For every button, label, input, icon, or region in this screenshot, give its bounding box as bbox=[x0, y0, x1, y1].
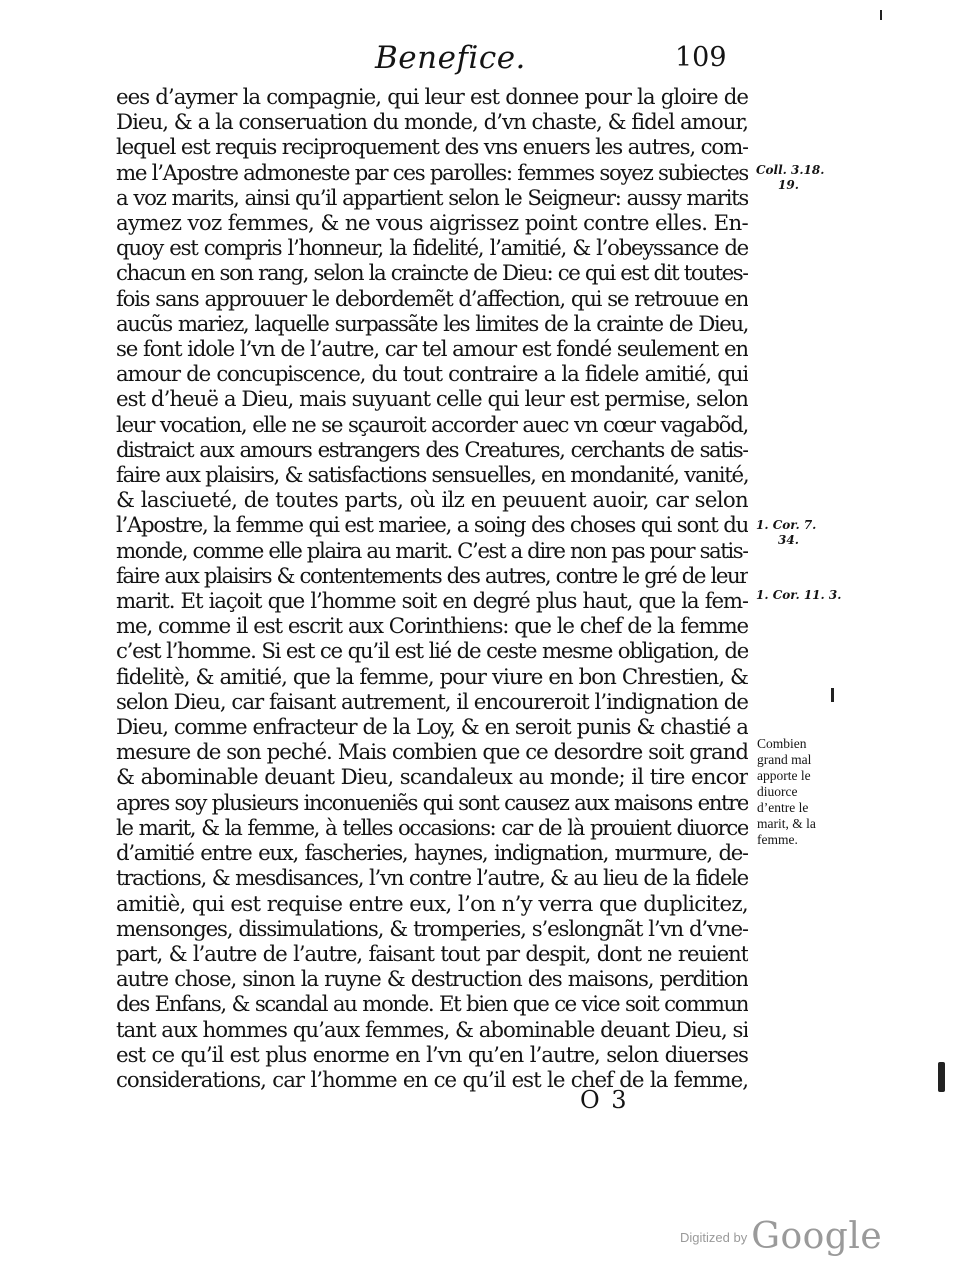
text-line: Dieu, comme enfracteur de la Loy, & en seroit punis & chastié a bbox=[116, 715, 748, 741]
text-line: monde, comme elle plaira au marit. C’est a dire non pas pour satis- bbox=[116, 538, 748, 564]
margin-reference-colossians: Coll. 3.18. 19. bbox=[756, 163, 825, 192]
page-number: 109 bbox=[675, 42, 727, 73]
text-line: quoy est compris l’honneur, la fidelité, l’amitié, & l’obeyssance de bbox=[116, 236, 748, 262]
scan-speck bbox=[831, 688, 834, 702]
text-line: fois sans approuuer le debordemẽt d’affection, qui se retrouue en bbox=[116, 286, 748, 312]
side-note-line: grand mal bbox=[757, 752, 812, 767]
text-line: amour de concupiscence, du tout contraire a la fidele amitié, qui bbox=[116, 362, 748, 388]
text-line: part, & l’autre de l’autre, faisant tout par despit, dont ne reuient bbox=[116, 941, 748, 967]
text-line: lequel est requis reciproquement des vns enuers les autres, com- bbox=[116, 135, 748, 161]
text-line: mesure de son peché. Mais combien que ce desordre soit grand bbox=[116, 740, 748, 766]
text-line: mensonges, dissimulations, & tromperies, s’eslongnãt l’vn d’vne- bbox=[116, 916, 748, 942]
scan-edge-mark bbox=[938, 1062, 945, 1092]
scan-corner-mark bbox=[880, 10, 882, 20]
text-line: distraict aux amours estrangers des Creatures, cerchants de satis- bbox=[116, 437, 748, 463]
side-note-line: diuorce bbox=[757, 784, 798, 799]
text-line: me l’Apostre admoneste par ces parolles: femmes soyez subiectes bbox=[116, 160, 748, 186]
side-note-line: Combien bbox=[757, 736, 807, 751]
running-title: Benefice. bbox=[375, 40, 526, 76]
text-line: aymez voz femmes, & ne vous aigrissez point contre elles. En- bbox=[116, 211, 748, 237]
text-line: autre chose, sinon la ruyne & destruction des maisons, perdition bbox=[116, 967, 748, 993]
text-line: ees d’aymer la compagnie, qui leur est donnee pour la gloire de bbox=[116, 85, 748, 110]
text-line: selon Dieu, car faisant autrement, il encoureroit l’indignation de bbox=[116, 689, 748, 715]
margin-reference-corinthians-11: 1. Cor. 11. 3. bbox=[756, 588, 842, 602]
text-line: le marit, & la femme, à telles occasions: car de là prouient diuorce bbox=[116, 815, 748, 841]
text-line: des Enfans, & scandal au monde. Et bien que ce vice soit commun bbox=[116, 992, 748, 1018]
text-line: tant aux hommes qu’aux femmes, & abominable deuant Dieu, si bbox=[116, 1017, 748, 1043]
text-line: me, comme il est escrit aux Corinthiens: que le chef de la femme bbox=[116, 614, 748, 640]
text-line: est ce qu’il est plus enorme en l’vn qu’en l’autre, selon diuerses bbox=[116, 1042, 748, 1068]
side-note-line: d’entre le bbox=[757, 800, 809, 815]
body-text bbox=[116, 85, 748, 1093]
text-line: leur vocation, elle ne se sçauroit accorder auec vn cœur vagabõd, bbox=[116, 412, 748, 438]
signature-mark: O 3 bbox=[580, 1086, 629, 1114]
side-note-line: femme. bbox=[757, 832, 798, 847]
text-line: tractions, & mesdisances, l’vn contre l’autre, & au lieu de la fidele bbox=[116, 866, 748, 892]
text-line: apres soy plusieurs inconueniẽs qui sont causez aux maisons entre bbox=[116, 790, 748, 816]
digitized-by-google-watermark: $^{Digitized by}$ Google bbox=[680, 1216, 883, 1257]
text-line: & abominable deuant Dieu, scandaleux au monde; il tire encor bbox=[116, 765, 748, 791]
text-line: faire aux plaisirs & contentements des autres, contre le gré de leur bbox=[116, 563, 748, 589]
text-line: considerations, car l’homme en ce qu’il est le chef de la femme, bbox=[116, 1067, 748, 1093]
text-line: & lasciueté, de toutes parts, où ilz en peuuent auoir, car selon bbox=[116, 488, 748, 514]
text-line: l’Apostre, la femme qui est mariee, a soing des choses qui sont du bbox=[116, 513, 748, 539]
text-line: fidelitè, & amitié, que la femme, pour viure en bon Chrestien, & bbox=[116, 664, 748, 690]
text-line: chacun en son rang, selon la craincte de Dieu: ce qui est dit toutes- bbox=[116, 261, 748, 287]
text-line: a voz marits, ainsi qu’il appartient selon le Seigneur: aussy marits bbox=[116, 185, 748, 211]
text-line: amitiè, qui est requise entre eux, l’on n’y verra que duplicitez, bbox=[116, 891, 748, 917]
margin-reference-corinthians-7: 1. Cor. 7. 34. bbox=[756, 518, 817, 547]
side-note-line: marit, & la bbox=[757, 816, 816, 831]
text-line: d’amitié entre eux, fascheries, haynes, indignation, murmure, de- bbox=[116, 841, 748, 867]
side-note-line: apporte le bbox=[757, 768, 811, 783]
text-line: marit. Et iaçoit que l’homme soit en degré plus haut, que la fem- bbox=[116, 589, 748, 615]
text-line: Dieu, & a la conseruation du monde, d’vn chaste, & fidel amour, bbox=[116, 110, 748, 136]
text-line: est d’heuë a Dieu, mais suyuant celle qui leur est permise, selon bbox=[116, 387, 748, 413]
text-line: aucũs mariez, laquelle surpassãte les limites de la crainte de Dieu, bbox=[116, 311, 748, 337]
text-line: faire aux plaisirs, & satisfactions sensuelles, en mondanité, vanité, bbox=[116, 463, 748, 489]
text-line: c’est l’homme. Si est ce qu’il est lié de ceste mesme obligation, de bbox=[116, 639, 748, 665]
side-note bbox=[757, 736, 839, 848]
text-line: se font idole l’vn de l’autre, car tel amour est fondé seulement en bbox=[116, 337, 748, 363]
